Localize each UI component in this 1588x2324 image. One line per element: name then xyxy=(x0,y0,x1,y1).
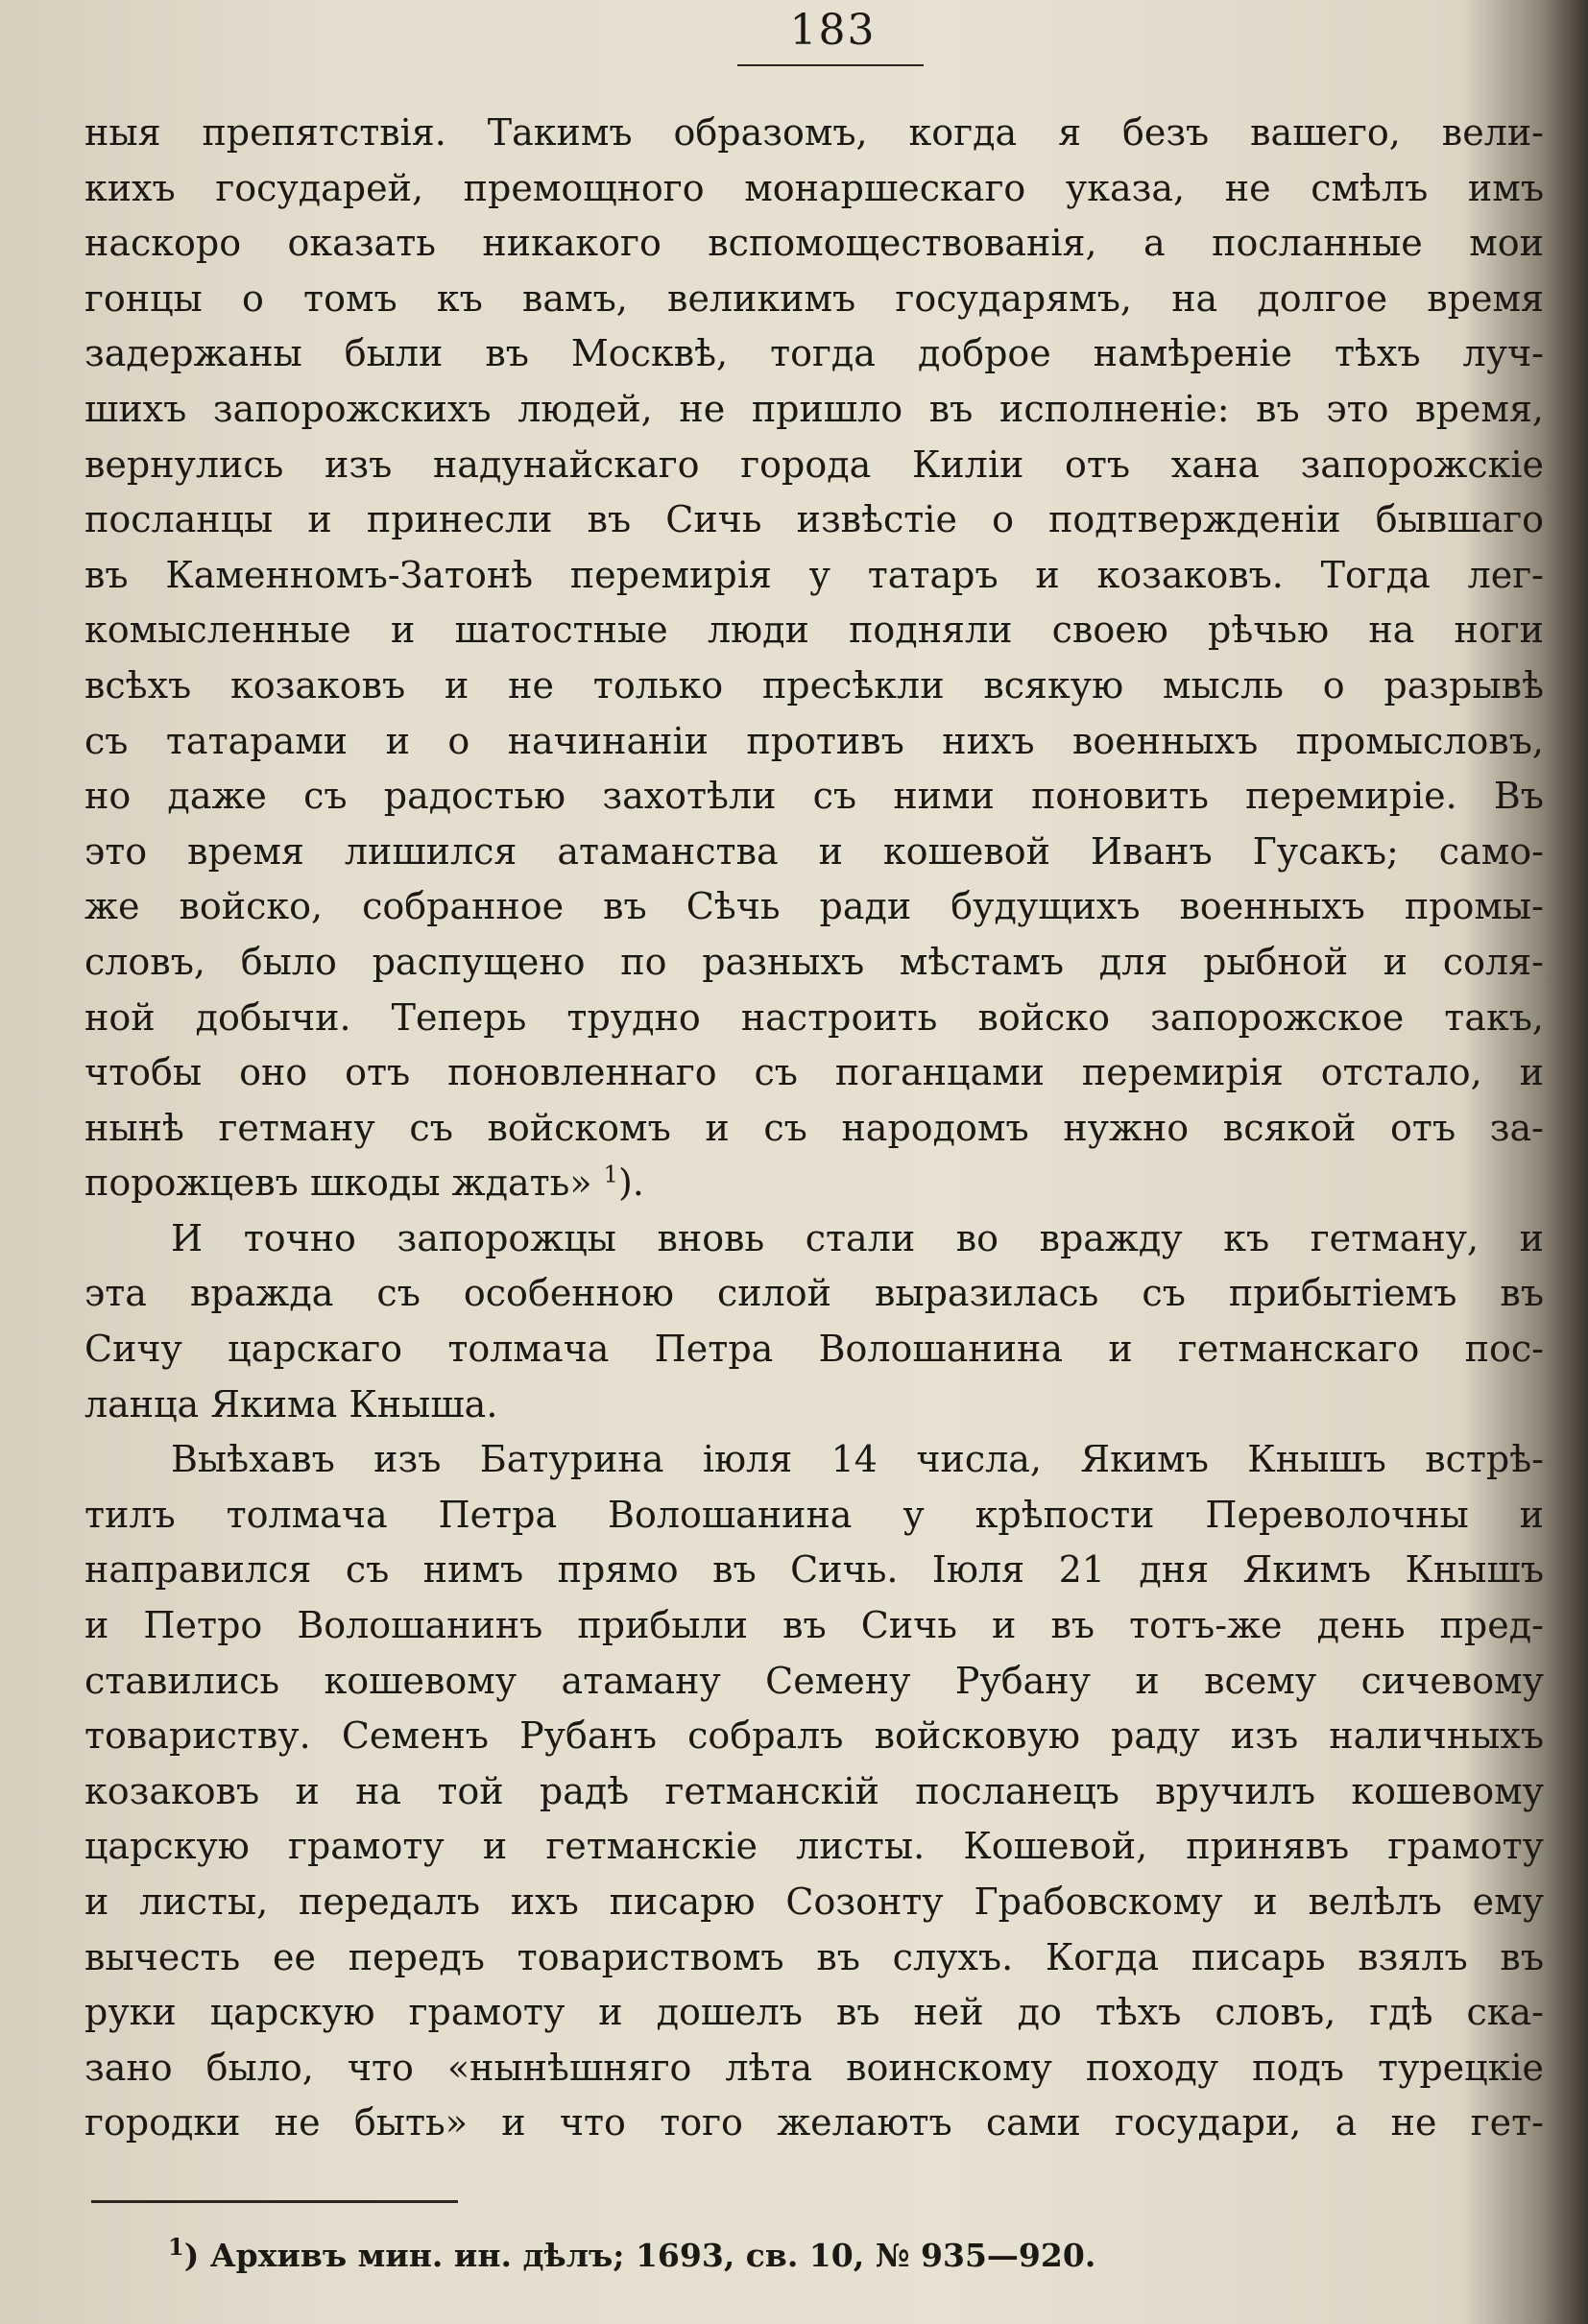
text-line xyxy=(84,492,1544,548)
line-text: направился съ нимъ прямо въ Сичь. Іюля 21 дня Якимъ Кнышъ xyxy=(84,1548,1544,1592)
line-text: съ татарами и о начинаніи противъ нихъ военныхъ промысловъ, xyxy=(84,719,1544,762)
text-line xyxy=(84,216,1544,272)
line-text: вернулись изъ надунайскаго города Киліи отъ хана запорожскіе xyxy=(84,443,1544,486)
line-text: И точно запорожцы вновь стали во вражду къ гетману, и xyxy=(171,1216,1544,1259)
line-text: въ Каменномъ-Затонѣ перемирія у татаръ и козаковъ. Тогда лег- xyxy=(84,553,1544,596)
text-line xyxy=(84,1598,1544,1654)
text-line xyxy=(84,1543,1544,1598)
text-line xyxy=(84,1819,1544,1875)
text-line xyxy=(84,1156,1544,1211)
text-line xyxy=(84,991,1544,1046)
text-line xyxy=(84,1211,1544,1267)
footnote-text: ) Архивъ мин. ин. дѣлъ; 1693, св. 10, № 935—920. xyxy=(183,2237,1096,2274)
line-text: ныя препятствія. Такимъ образомъ, когда я безъ вашего, вели- xyxy=(84,111,1544,154)
text-line xyxy=(84,1488,1544,1544)
text-line xyxy=(84,879,1544,935)
line-text: зано было, что «нынѣшняго лѣта воинскому походу подъ турецкіе xyxy=(84,2046,1544,2089)
text-line xyxy=(84,326,1544,382)
text-line xyxy=(84,714,1544,770)
text-line xyxy=(84,1378,1544,1433)
text-line xyxy=(84,1875,1544,1930)
text-line xyxy=(84,1930,1544,1986)
line-text: нынѣ гетману съ войскомъ и съ народомъ нужно всякой отъ за- xyxy=(84,1106,1544,1149)
footnote-reference: 1 xyxy=(603,1161,618,1188)
line-text: товариству. Семенъ Рубанъ собралъ войсковую раду изъ наличныхъ xyxy=(84,1714,1544,1758)
text-line xyxy=(84,603,1544,659)
line-text: вычесть ее передъ товариствомъ въ слухъ. Когда писарь взялъ въ xyxy=(84,1935,1544,1978)
line-text: Выѣхавъ изъ Батурина іюля 14 числа, Якимъ Кнышъ встрѣ- xyxy=(171,1438,1544,1481)
text-line xyxy=(84,1045,1544,1101)
line-text: комысленные и шатостные люди подняли своею рѣчью на ноги xyxy=(84,609,1544,652)
line-text: словъ, было распущено по разныхъ мѣстамъ для рыбной и соля- xyxy=(84,940,1544,983)
text-line xyxy=(84,106,1544,161)
footnote-rule xyxy=(91,2200,458,2203)
line-text-tail: ). xyxy=(617,1162,644,1205)
line-text: ной добычи. Теперь трудно настроить войско запорожское такъ, xyxy=(84,995,1544,1039)
line-text: же войско, собранное въ Сѣчь ради будущихъ военныхъ промы- xyxy=(84,885,1544,928)
line-text: гонцы о томъ къ вамъ, великимъ государямъ, на долгое время xyxy=(84,276,1544,320)
line-text: и Петро Волошанинъ прибыли въ Сичь и въ тотъ-же день пред- xyxy=(84,1604,1544,1647)
line-text: но даже съ радостью захотѣли съ ними поновить перемиріе. Въ xyxy=(84,775,1544,818)
line-text: козаковъ и на той радѣ гетманскій посланецъ вручилъ кошевому xyxy=(84,1769,1544,1812)
footnote-marker: 1 xyxy=(168,2233,184,2261)
page-number-rule xyxy=(737,64,924,66)
line-text: шихъ запорожскихъ людей, не пришло въ исполненіе: въ это время, xyxy=(84,387,1544,430)
line-text: тилъ толмача Петра Волошанина у крѣпости Переволочны и xyxy=(84,1493,1544,1536)
text-line xyxy=(84,935,1544,991)
line-text: порожцевъ шкоды ждать» xyxy=(84,1162,604,1205)
main-text xyxy=(84,106,1544,2151)
text-line xyxy=(84,1764,1544,1820)
text-line xyxy=(84,382,1544,438)
line-text: всѣхъ козаковъ и не только пресѣкли всякую мысль о разрывѣ xyxy=(84,663,1544,707)
line-text: городки не быть» и что того желаютъ сами государи, а не гет- xyxy=(84,2101,1544,2144)
text-line xyxy=(84,272,1544,327)
footnote xyxy=(168,2233,1096,2274)
line-text: царскую грамоту и гетманскіе листы. Кошевой, принявъ грамоту xyxy=(84,1825,1544,1868)
line-text: задержаны были въ Москвѣ, тогда доброе намѣреніе тѣхъ луч- xyxy=(84,332,1544,375)
line-text: посланцы и принесли въ Сичь извѣстіе о подтвержденіи бывшаго xyxy=(84,498,1544,541)
text-line xyxy=(84,2041,1544,2096)
text-line xyxy=(84,438,1544,493)
line-text: кихъ государей, премощного монаршескаго указа, не смѣлъ имъ xyxy=(84,166,1544,209)
text-line xyxy=(84,1985,1544,2041)
line-text: чтобы оно отъ поновленнаго съ поганцами перемирія отстало, и xyxy=(84,1051,1544,1094)
text-line xyxy=(84,1322,1544,1378)
line-text: руки царскую грамоту и дошелъ въ ней до тѣхъ словъ, гдѣ ска- xyxy=(84,1991,1544,2034)
line-text: и листы, передалъ ихъ писарю Созонту Грабовскому и велѣлъ ему xyxy=(84,1881,1544,1923)
text-line xyxy=(84,2096,1544,2151)
text-line xyxy=(84,1266,1544,1322)
line-text: это время лишился атаманства и кошевой Иванъ Гусакъ; само- xyxy=(84,829,1544,873)
text-line xyxy=(84,1432,1544,1488)
text-line xyxy=(84,161,1544,217)
line-text: ланца Якима Кныша. xyxy=(84,1382,498,1426)
text-line xyxy=(84,1709,1544,1764)
line-text: ставились кошевому атаману Семену Рубану и всему сичевому xyxy=(84,1659,1544,1702)
text-line xyxy=(84,769,1544,825)
text-line xyxy=(84,825,1544,880)
text-line xyxy=(84,548,1544,604)
line-text: Сичу царскаго толмача Петра Волошанина и гетманскаго пос- xyxy=(84,1328,1544,1371)
text-line xyxy=(84,659,1544,714)
page-number: 183 xyxy=(789,6,877,55)
text-line xyxy=(84,1101,1544,1157)
text-line xyxy=(84,1654,1544,1710)
line-text: наскоро оказать никакого вспомоществованія, а посланные мои xyxy=(84,222,1544,265)
line-text: эта вражда съ особенною силой выразилась съ прибытіемъ въ xyxy=(84,1272,1544,1315)
